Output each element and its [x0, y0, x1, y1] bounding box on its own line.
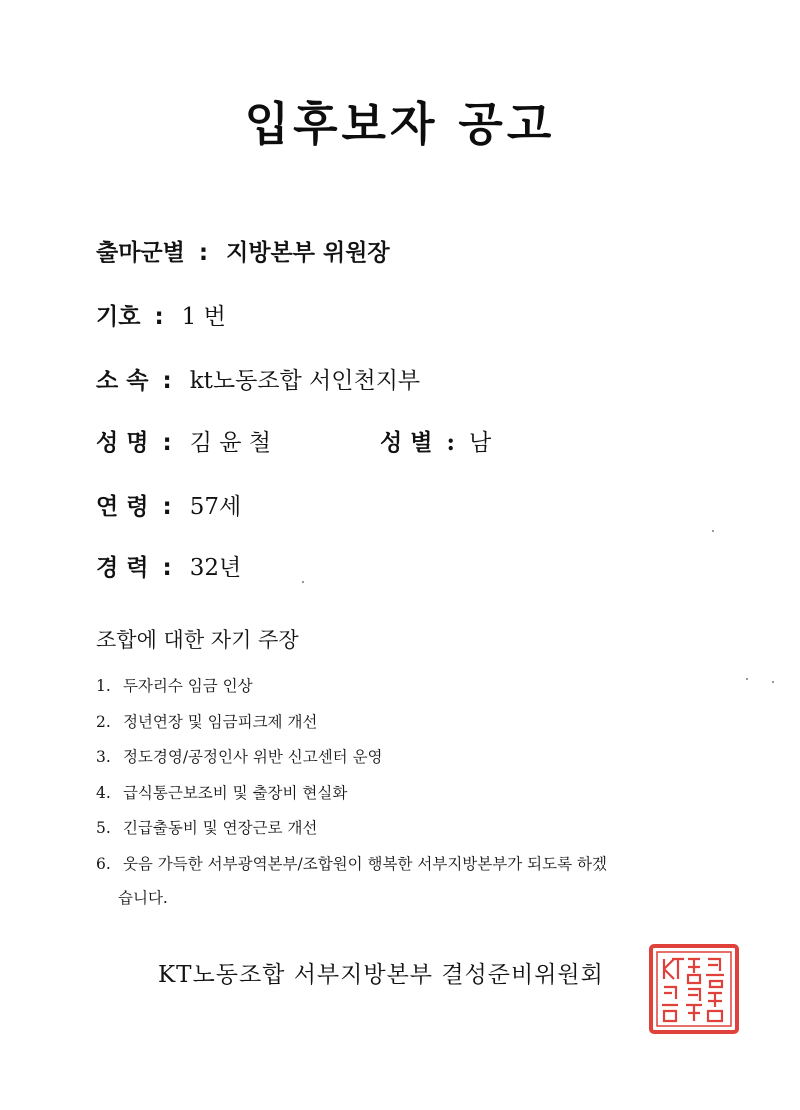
claim-number: 3. [96, 748, 111, 766]
field-age-label: 연 령 [96, 493, 149, 520]
field-gender-label: 성 별 [380, 429, 433, 456]
claim-number: 6. [96, 854, 111, 873]
seal-glyphs [662, 959, 724, 1021]
scan-speck [302, 581, 304, 583]
field-gender-value: 남 [468, 430, 492, 456]
field-age [96, 488, 241, 521]
claim-item [96, 782, 716, 818]
field-number [96, 298, 226, 331]
scan-speck [712, 530, 714, 532]
claim-item [96, 675, 716, 711]
field-category [96, 234, 390, 267]
field-career-value: 32년 [189, 555, 242, 581]
field-age-value: 57세 [189, 494, 242, 520]
field-affiliation-value: kt노동조합 서인천지부 [189, 368, 421, 394]
field-category-value: 지방본부 위원장 [226, 239, 390, 266]
claim-number: 5. [96, 819, 111, 837]
field-number-value: 1 번 [181, 304, 226, 330]
claim-number: 1. [96, 677, 111, 695]
claim-text: 두자리수 임금 인상 [122, 677, 253, 695]
field-age-sep: : [162, 494, 172, 520]
claim-number: 4. [96, 783, 111, 802]
field-name [96, 424, 271, 457]
organization-signature: KT노동조합 서부지방본부 결성준비위원회 [158, 962, 604, 988]
field-number-sep: : [154, 304, 164, 330]
claim-item [96, 746, 716, 782]
field-name-sep: : [162, 430, 172, 456]
field-gender [380, 424, 491, 457]
field-name-value: 김 윤 철 [189, 430, 271, 456]
claim-text: 웃음 가득한 서부광역본부/조합원이 행복한 서부지방본부가 되도록 하겠 [122, 854, 607, 873]
field-gender-sep: : [446, 429, 455, 456]
claim-text: 정도경영/공정인사 위반 신고센터 운영 [122, 748, 383, 766]
field-category-label: 출마군별 [96, 239, 185, 266]
claims-heading: 조합에 대한 자기 주장 [96, 628, 299, 652]
document-title: 입후보자 공고 [244, 97, 556, 151]
claim-text: 긴급출동비 및 연장근로 개선 [122, 819, 318, 837]
field-career [96, 549, 241, 582]
field-career-sep: : [162, 555, 172, 581]
claim-text: 정년연장 및 임금피크제 개선 [122, 712, 318, 731]
field-category-sep: : [198, 240, 209, 266]
field-affiliation [96, 362, 420, 395]
official-seal-icon [648, 943, 740, 1035]
scan-speck [746, 678, 748, 680]
field-name-label: 성 명 [96, 429, 149, 456]
field-affiliation-sep: : [162, 368, 172, 394]
scan-speck [772, 681, 774, 683]
claim-text: 급식통근보조비 및 출장비 현실화 [122, 783, 348, 802]
claim-item [96, 853, 716, 909]
field-affiliation-label: 소 속 [96, 367, 149, 394]
claim-item [96, 817, 716, 853]
claim-number: 2. [96, 712, 111, 731]
claim-text-continuation: 습니다. [118, 888, 168, 907]
claims-list [96, 675, 716, 909]
field-career-label: 경 력 [96, 554, 149, 581]
claim-item [96, 711, 716, 747]
field-number-label: 기호 [96, 303, 141, 330]
